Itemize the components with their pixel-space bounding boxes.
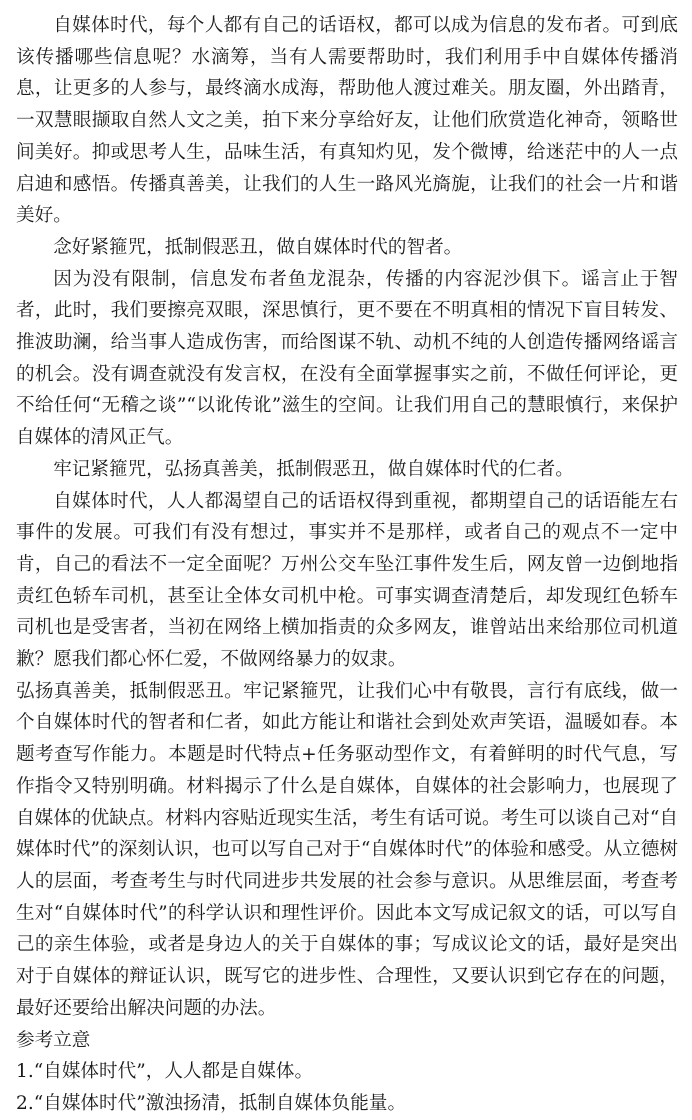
paragraph-rumor: 因为没有限制，信息发布者鱼龙混杂，传播的内容泥沙俱下。谣言止于智者，此时，我们要擦亮双眼，深思慎行，更不要在不明真相的情况下盲目转发、推波助澜，给当事人造成伤害，而给图谋不轨、动机不纯的人创造传播网络谣言的机会。没有调查就没有发言权，在没有全面掌握事实之前，不做任何评论，更不给任何“无稽之谈”“以讹传讹”滋生的空间。让我们用自己的慧眼慎行，来保护自媒体的清风正气。: [16, 268, 678, 449]
reference-item: 1.“自媒体时代”，人人都是自媒体。: [16, 1061, 314, 1083]
paragraph-kind-heading: 牢记紧箍咒，弘扬真善美，抵制假恶丑，做自媒体时代的仁者。: [53, 458, 574, 480]
reference-heading: 参考立意: [16, 1029, 91, 1051]
paragraph-intro: 自媒体时代，每个人都有自己的话语权，都可以成为信息的发布者。可到底该传播哪些信息呢？水滴筹，当有人需要帮助时，我们利用手中自媒体传播消息，让更多的人参与，最终滴水成海，帮助他人渡过难关。朋友圈，外出踏青，一双慧眼撷取自然人文之美，拍下来分享给好友，让他们欣赏造化神奇，领略世间美好。抑或思考人生，品味生活，有真知灼见，发个微博，给迷茫中的人一点启迪和感悟。传播真善美，让我们的人生一路风光旖旎，让我们的社会一片和谐美好。: [16, 15, 678, 227]
paragraph-wise-heading: 念好紧箍咒，抵制假恶丑，做自媒体时代的智者。: [53, 236, 463, 258]
reference-item: 2.“自媒体时代”激浊扬清，抵制自媒体负能量。: [16, 1092, 407, 1114]
paragraph-discourse: 自媒体时代，人人都渴望自己的话语权得到重视，都期望自己的话语能左右事件的发展。可我们有没有想过，事实并不是那样，或者自己的观点不一定中肯，自己的看法不一定全面呢？万州公交车坠江事件发生后，网友曾一边倒地指责红色轿车司机，甚至让全体女司机中枪。可事实调查清楚后，却发现红色轿车司机也是受害者，当初在网络上横加指责的众多网友，谁曾站出来给那位司机道歉？愿我们都心怀仁爱，不做网络暴力的奴隶。: [16, 490, 678, 671]
paragraph-conclusion-analysis: 弘扬真善美，抵制假恶丑。牢记紧箍咒，让我们心中有敬畏，言行有底线，做一个自媒体时代的智者和仁者，如此方能让和谐社会到处欢声笑语，温暖如春。本题考查写作能力。本题是时代特点+任务驱动型作文，有着鲜明的时代气息，写作指令又特别明确。材料揭示了什么是自媒体，自媒体的社会影响力，也展现了自媒体的优缺点。材料内容贴近现实生活，考生有话可说。考生可以谈自己对“自媒体时代”的深刻认识，也可以写自己对于“自媒体时代”的体验和感受。从立德树人的层面，考查考生与时代同进步共发展的社会参与意识。从思维层面，考查考生对“自媒体时代”的科学认识和理性评价。因此本文写成记叙文的话，可以写自己的亲生体验，或者是身边人的关于自媒体的事；写成议论文的话，最好是突出对于自媒体的辩证认识，既写它的进步性、合理性，又要认识到它存在的问题，最好还要给出解决问题的办法。: [16, 680, 678, 1019]
